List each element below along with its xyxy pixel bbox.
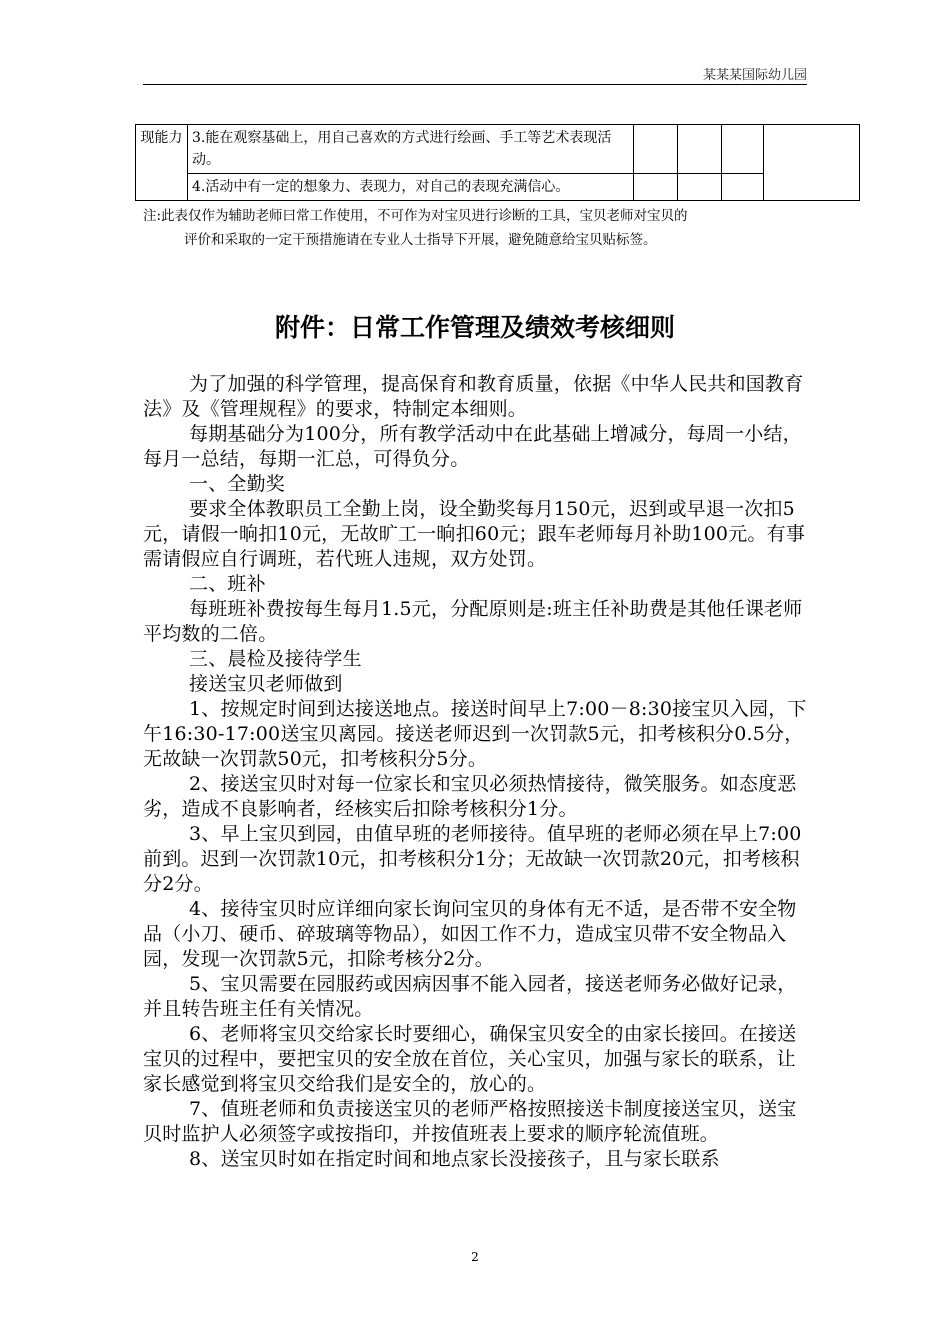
table-note <box>143 204 823 252</box>
table-item-cell: 4.活动中有一定的想象力、表现力，对自己的表现充满信心。 <box>188 174 634 201</box>
score-cell <box>722 174 764 201</box>
section-heading: 一、全勤奖 <box>189 473 286 495</box>
table-category-cell: 现能力 <box>136 125 188 201</box>
paragraph: 每期基础分为100分，所有教学活动中在此基础上增减分，每周一小结，每月一总结，每期一汇总，可得负分。 <box>143 423 802 470</box>
score-cell <box>764 125 860 201</box>
score-cell <box>722 125 764 174</box>
paragraph: 2、接送宝贝时对每一位家长和宝贝必须热情接待，微笑服务。如态度恶劣，造成不良影响者，经核实后扣除考核积分1分。 <box>143 773 797 820</box>
paragraph: 7、值班老师和负责接送宝贝的老师严格按照接送卡制度接送宝贝，送宝贝时监护人必须签字或按指印，并按值班表上要求的顺序轮流值班。 <box>143 1098 797 1145</box>
score-cell <box>678 125 722 174</box>
section-heading: 三、晨检及接待学生 <box>189 648 362 670</box>
document-title: 附件：日常工作管理及绩效考核细则 <box>274 313 675 342</box>
header-rule <box>143 84 807 85</box>
table-row <box>136 125 860 174</box>
paragraph: 为了加强的科学管理，提高保育和教育质量，依据《中华人民共和国教育法》及《管理规程》的要求，特制定本细则。 <box>143 373 804 420</box>
document-body <box>143 372 809 1172</box>
paragraph: 6、老师将宝贝交给家长时要细心，确保宝贝安全的由家长接回。在接送宝贝的过程中，要把宝贝的安全放在首位，关心宝贝，加强与家长的联系，让家长感觉到将宝贝交给我们是安全的，放心的。 <box>143 1023 797 1095</box>
header-org-name: 某某某国际幼儿园 <box>702 68 807 83</box>
paragraph: 4、接待宝贝时应详细向家长询问宝贝的身体有无不适，是否带不安全物品（小刀、硬币、碎玻璃等物品），如因工作不力，造成宝贝带不安全物品入园，发现一次罚款5元，扣除考核分2分。 <box>143 898 797 970</box>
note-line: 评价和采取的一定干预措施请在专业人士指导下开展，避免随意给宝贝贴标签。 <box>184 232 657 248</box>
score-cell <box>634 174 678 201</box>
score-cell <box>678 174 722 201</box>
paragraph: 1、按规定时间到达接送地点。接送时间早上7:00－8:30接宝贝入园，下午16:30-17:00送宝贝离园。接送老师迟到一次罚款5元，扣考核积分0.5分，无故缺一次罚款50元，扣考核积分5分。 <box>143 698 807 770</box>
score-cell <box>634 125 678 174</box>
evaluation-table <box>135 124 860 201</box>
table-item-cell: 3.能在观察基础上，用自己喜欢的方式进行绘画、手工等艺术表现活动。 <box>188 125 634 174</box>
paragraph: 每班班补费按每生每月1.5元，分配原则是:班主任补助费是其他任课老师平均数的二倍。 <box>143 598 803 645</box>
note-line: 注:此表仅作为辅助老师曰常工作使用，不可作为对宝贝进行诊断的工具，宝贝老师对宝贝的 <box>143 208 688 224</box>
paragraph: 8、送宝贝时如在指定时间和地点家长没接孩子，且与家长联系 <box>189 1148 720 1170</box>
paragraph: 5、宝贝需要在园服药或因病因事不能入园者，接送老师务必做好记录，并且转告班主任有关情况。 <box>143 973 797 1020</box>
table-row <box>136 174 860 201</box>
section-heading: 二、班补 <box>189 573 266 595</box>
paragraph: 接送宝贝老师做到 <box>189 673 343 695</box>
paragraph: 3、早上宝贝到园，由值早班的老师接待。值早班的老师必须在早上7:00前到。迟到一次罚款10元，扣考核积分1分；无故缺一次罚款20元，扣考核积分2分。 <box>143 823 802 895</box>
page-number: 2 <box>471 1250 479 1264</box>
paragraph: 要求全体教职员工全勤上岗，设全勤奖每月150元，迟到或早退一次扣5元，请假一晌扣10元，无故旷工一晌扣60元；跟车老师每月补助100元。有事需请假应自行调班，若代班人违规，双方处罚。 <box>143 498 806 570</box>
